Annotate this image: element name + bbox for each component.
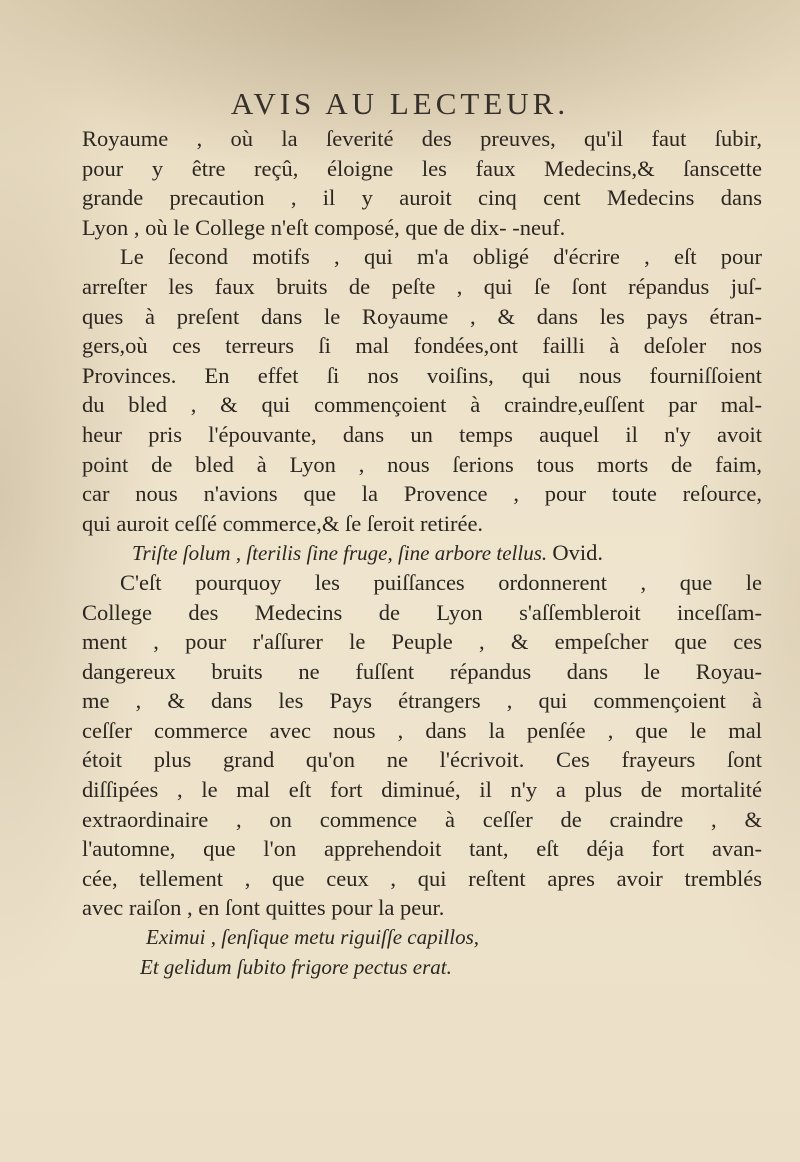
text-line: l'automne, que l'on apprehendoit tant, eſt déja fort avan- (82, 836, 762, 862)
text-line: Royaume , où la ſeverité des preuves, qu'il faut ſubir, (82, 126, 762, 151)
text-line: cée, tellement , que ceux , qui reſtent apres avoir tremblés (82, 865, 762, 891)
text-line: extraordinaire , on commence à ceſſer de craindre , & (82, 806, 762, 832)
latin-quote (82, 538, 762, 568)
latin-verse-line: Et gelidum ſubito frigore pectus erat. (140, 954, 452, 979)
text-line: dangereux bruits ne fuſſent répandus dans le Royau- (82, 658, 762, 684)
text-line: diſſipées , le mal eſt fort diminué, il n'y a plus de mortalité (82, 777, 762, 803)
text-line: grande precaution , il y auroit cinq cent Medecins dans (82, 185, 762, 211)
text-line: car nous n'avions que la Provence , pour toute reſource, (82, 481, 762, 507)
text-line: pour y être reçû, éloigne les faux Medecins,& ſanscette (82, 155, 762, 181)
text-line: College des Medecins de Lyon s'aſſembleroit inceſſam- (82, 599, 762, 625)
text-line: du bled , & qui commençoient à craindre,euſſent par mal- (82, 392, 762, 418)
text-line: point de bled à Lyon , nous ſerions tous morts de faim, (82, 451, 762, 477)
text-line: ceſſer commerce avec nous , dans la penſée , que le mal (82, 717, 762, 743)
text-line: gers,où ces terreurs ſi mal fondées,ont failli à deſoler nos (82, 333, 762, 359)
text-line: arreſter les faux bruits de peſte , qui ſe ſont répandus juſ- (82, 273, 762, 299)
text-line: étoit plus grand qu'on ne l'écrivoit. Ces frayeurs ſont (82, 747, 762, 773)
text-line: qui auroit ceſſé commerce,& ſe ſeroit retirée. (82, 510, 484, 536)
text-line: me , & dans les Pays étrangers , qui commençoient à (82, 688, 762, 714)
quote-source: Ovid. (552, 540, 604, 566)
text-line: heur pris l'épouvante, dans un temps auquel il n'y avoit (82, 421, 762, 447)
page-header: AVIS AU LECTEUR. (230, 86, 570, 121)
text-line: ment , pour r'aſſurer le Peuple , & empeſcher que ces (82, 629, 762, 655)
text-line: Le ſecond motifs , qui m'a obligé d'écrire , eſt pour (120, 244, 762, 270)
text-line: avec raiſon , en ſont quittes pour la peur. (82, 895, 445, 921)
text-line: Lyon , où le College n'eſt composé, que de dix- -neuf. (82, 214, 566, 240)
page-body (82, 124, 762, 982)
quote-text: Triſte ſolum , ſterilis ſine fruge, ſine arbore tellus. (132, 541, 548, 566)
text-line: C'eſt pourquoy les puiſſances ordonnerent , que le (120, 569, 762, 595)
text-line: Provinces. En effet ſi nos voiſins, qui nous fourniſſoient (82, 362, 762, 388)
latin-verse-line: Eximui , ſenſique metu riguiſſe capillos, (146, 925, 480, 950)
text-line: ques à preſent dans le Royaume , & dans les pays étran- (82, 303, 762, 329)
